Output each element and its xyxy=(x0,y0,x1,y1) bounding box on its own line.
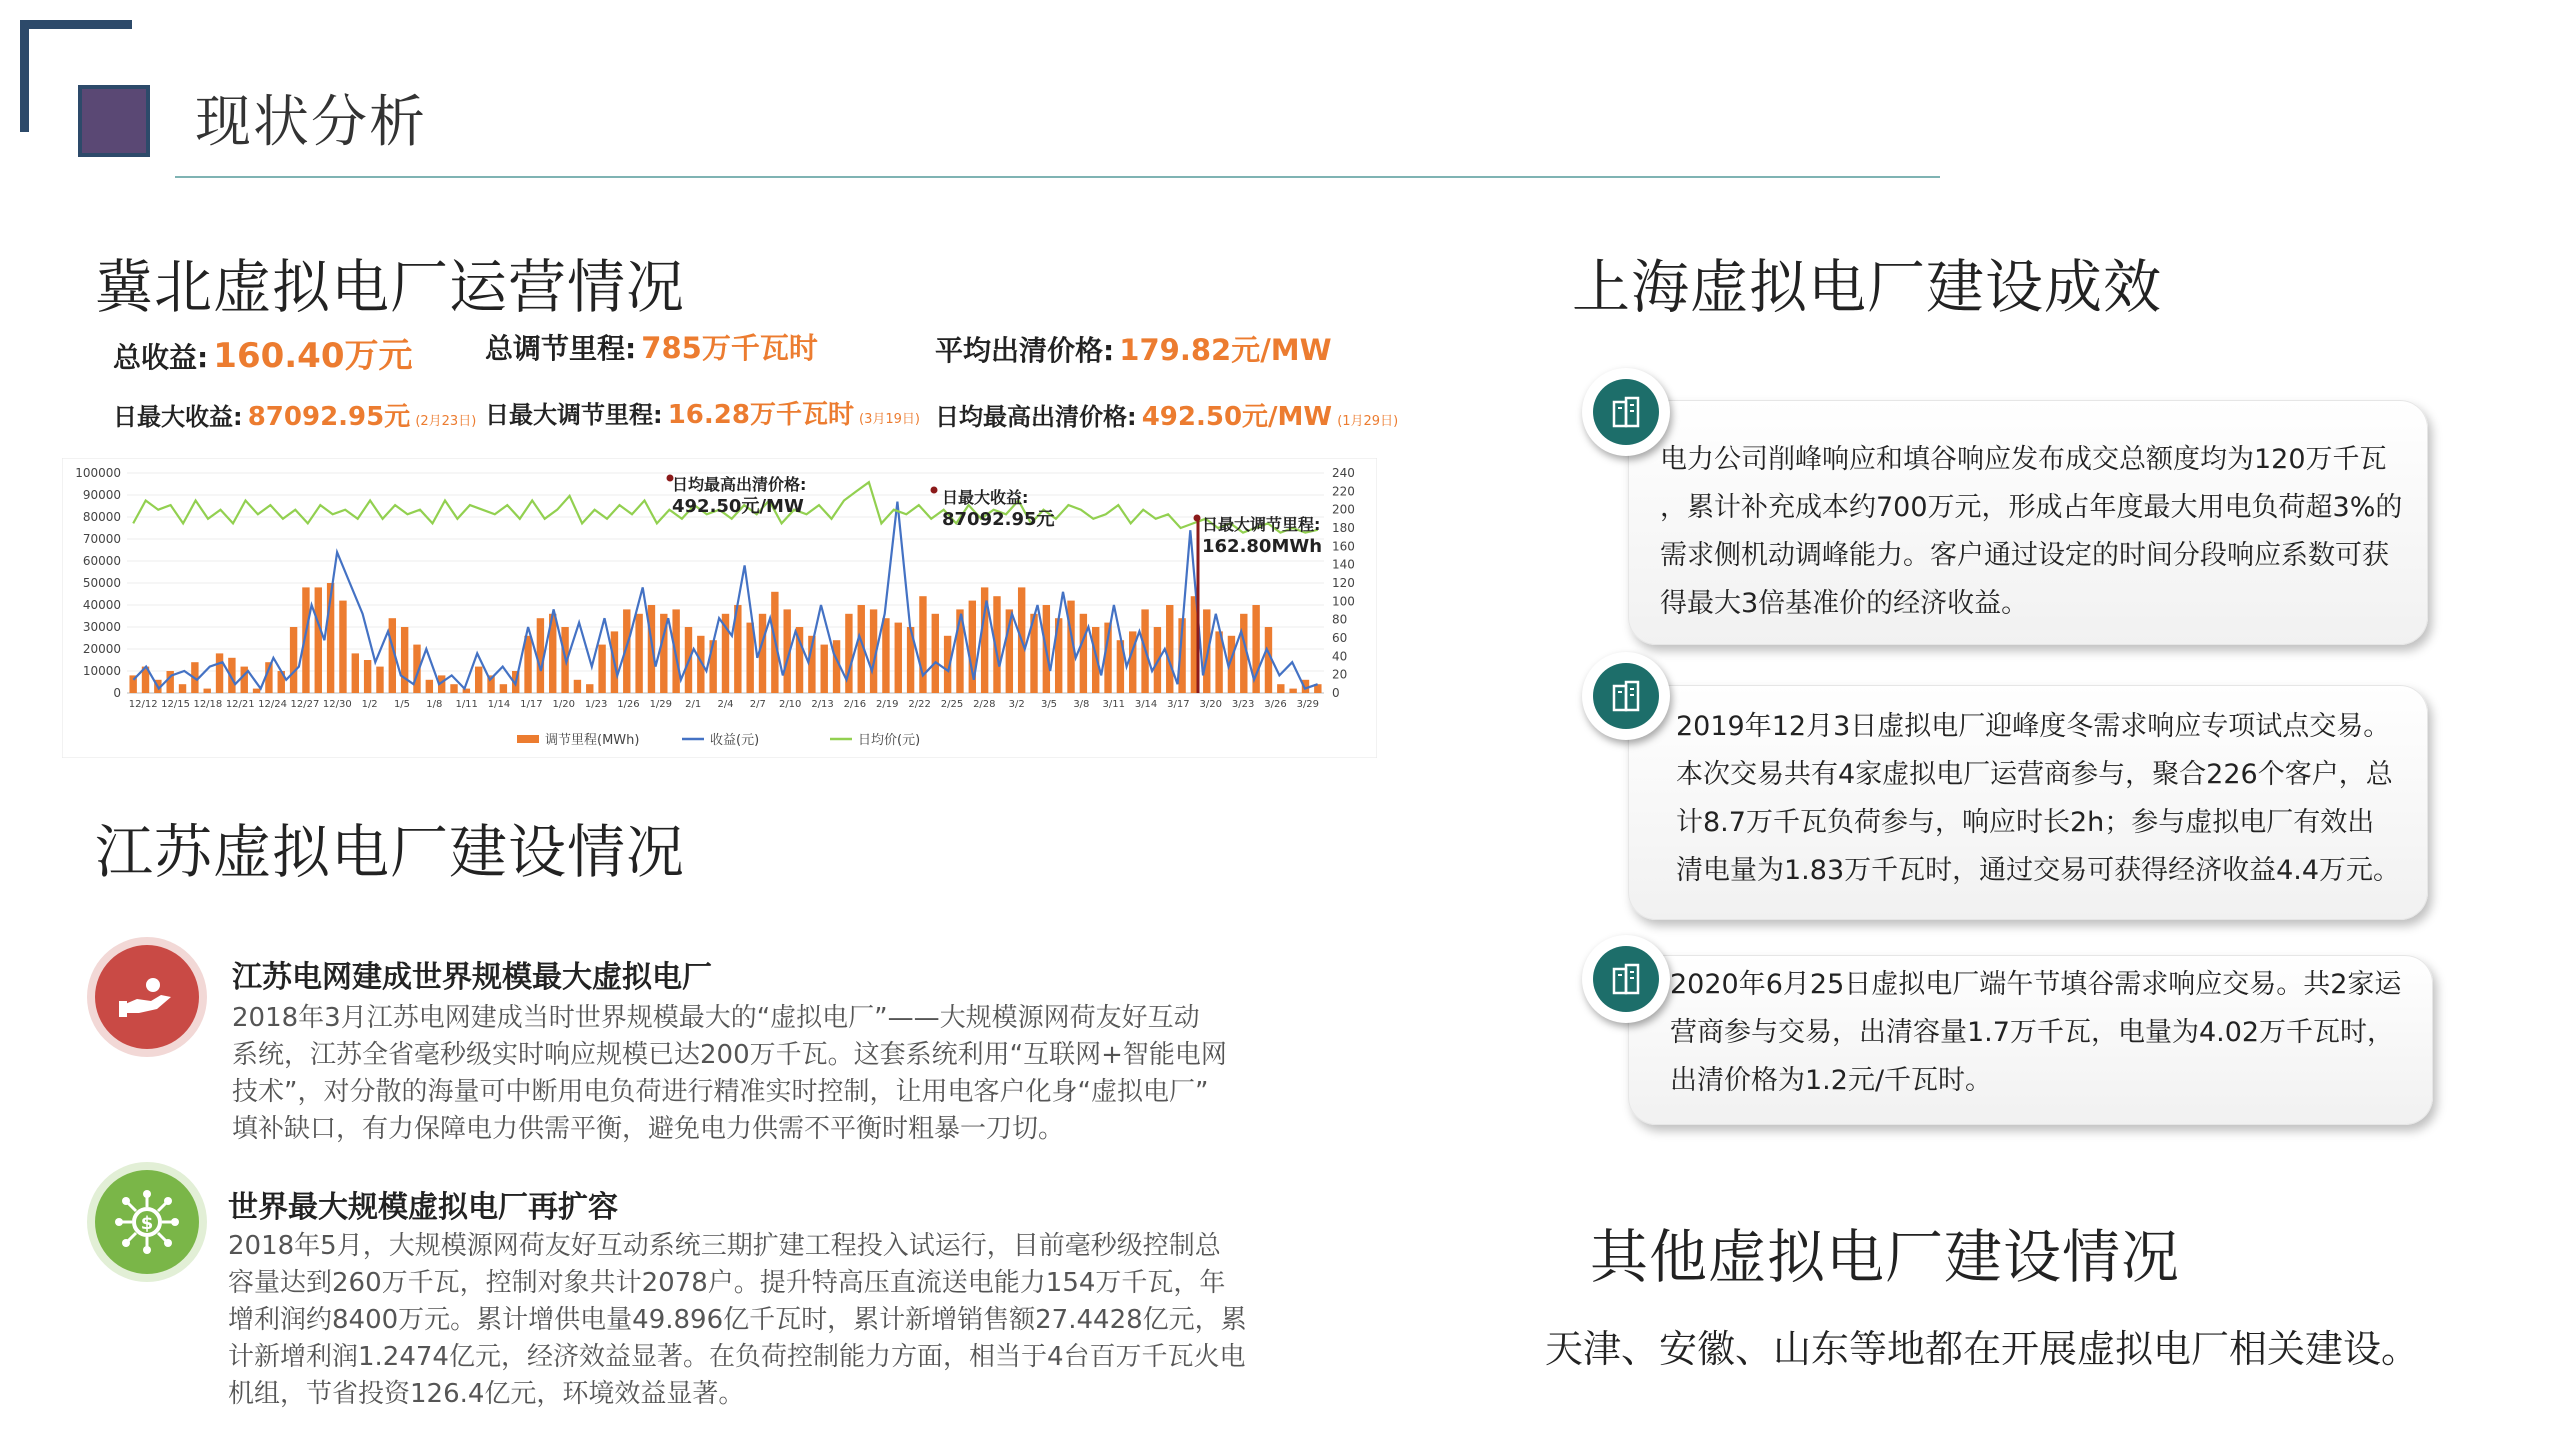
hand-icon xyxy=(95,945,199,1049)
card-line: 2019年12月3日虚拟电厂迎峰度冬需求响应专项试点交易。 xyxy=(1676,711,2391,742)
stat-label: 平均出清价格: xyxy=(935,334,1115,367)
stat-value: 785万千瓦时 xyxy=(641,331,818,365)
y-right-tick-label: 140 xyxy=(1332,557,1355,572)
x-tick-label: 3/17 xyxy=(1167,699,1190,710)
bar xyxy=(746,623,753,693)
bar xyxy=(450,684,457,693)
stat-date: (2月23日) xyxy=(415,414,477,429)
x-tick-label: 2/16 xyxy=(843,699,867,710)
x-tick-label: 2/19 xyxy=(876,699,899,710)
stat-value: 179.82元/MW xyxy=(1119,333,1332,367)
jibei-title: 冀北虚拟电厂运营情况 xyxy=(95,253,686,321)
bar xyxy=(1080,614,1087,693)
y-right-tick-label: 220 xyxy=(1332,484,1355,499)
y-left-tick-label: 60000 xyxy=(82,554,121,568)
bar xyxy=(672,609,679,693)
stat-date: (1月29日) xyxy=(1337,414,1399,429)
jibei-chart-svg xyxy=(62,458,1377,758)
stat-date: (3月19日) xyxy=(859,412,921,427)
bar xyxy=(1203,609,1210,693)
stat-value: 492.50元/MW xyxy=(1141,402,1333,432)
card-text xyxy=(1670,961,2401,1105)
x-tick-label: 12/27 xyxy=(290,699,320,710)
y-left-tick-label: 30000 xyxy=(82,620,121,634)
y-right-tick-label: 100 xyxy=(1332,594,1355,609)
bar xyxy=(919,596,926,693)
annotation-label: 日最大调节里程: xyxy=(1202,515,1321,534)
stat-value: 16.28万千瓦时 xyxy=(667,400,854,430)
paragraph-line: 增利润约8400万元。累计增供电量49.896亿千瓦时，累计新增销售额27.4428亿元，累 xyxy=(228,1305,1247,1335)
bar xyxy=(709,640,716,693)
bar xyxy=(598,645,605,693)
y-right-tick-label: 200 xyxy=(1332,502,1355,517)
bar xyxy=(648,605,655,693)
bar xyxy=(475,667,482,693)
x-tick-label: 3/29 xyxy=(1296,699,1320,710)
legend-label: 调节里程(MWh) xyxy=(545,733,640,748)
card-line: 需求侧机动调峰能力。客户通过设定的时间分段响应系数可获 xyxy=(1660,540,2389,571)
card-line: 计8.7万千瓦负荷参与，响应时长2h；参与虚拟电厂有效出 xyxy=(1676,807,2375,838)
bar xyxy=(253,689,260,693)
y-right-tick-label: 80 xyxy=(1332,612,1348,627)
x-tick-label: 1/17 xyxy=(520,699,543,710)
x-tick-label: 1/14 xyxy=(487,699,511,710)
x-tick-label: 12/24 xyxy=(258,699,287,710)
y-left-tick-label: 90000 xyxy=(82,488,121,502)
x-tick-label: 1/29 xyxy=(649,699,673,710)
x-tick-label: 2/28 xyxy=(973,699,996,710)
header-divider xyxy=(175,176,1940,178)
x-tick-label: 1/8 xyxy=(426,699,443,710)
x-tick-label: 1/23 xyxy=(584,699,608,710)
stat-max-daily-mileage xyxy=(485,394,920,431)
jiangsu-item-1-heading: 江苏电网建成世界规模最大虚拟电厂 xyxy=(232,960,712,995)
bar xyxy=(204,689,211,693)
y-right-tick-label: 240 xyxy=(1332,466,1355,480)
paragraph-line: 技术”，对分散的海量可中断用电负荷进行精准实时控制，让用电客户化身“虚拟电厂” xyxy=(232,1077,1209,1107)
y-right-tick-label: 180 xyxy=(1332,521,1355,535)
stat-max-avg-price xyxy=(935,396,1398,433)
x-tick-label: 3/8 xyxy=(1073,699,1090,710)
x-tick-label: 12/21 xyxy=(225,699,255,710)
paragraph-line: 计新增利润1.2474亿元，经济效益显著。在负荷控制能力方面，相当于4台百万千瓦火电 xyxy=(228,1342,1246,1372)
card-line: ，累计补充成本约700万元，形成占年度最大用电负荷超3%的 xyxy=(1660,492,2403,523)
card-line: 出清价格为1.2元/千瓦时。 xyxy=(1670,1065,1993,1096)
jiangsu-item-1-body xyxy=(232,1000,1382,1148)
bar xyxy=(401,627,408,693)
shanghai-card-1 xyxy=(1628,400,2428,645)
x-tick-label: 2/25 xyxy=(940,699,964,710)
legend-swatch xyxy=(517,735,539,743)
bar xyxy=(339,601,346,693)
annotation-value: 492.50元/MW xyxy=(672,496,804,517)
x-tick-label: 3/26 xyxy=(1264,699,1287,710)
annotation-marker xyxy=(931,487,938,494)
bar xyxy=(1166,605,1173,693)
building-icon xyxy=(1582,935,1670,1023)
y-left-tick-label: 40000 xyxy=(82,598,121,612)
paragraph-line: 2018年5月，大规模源网荷友好互动系统三期扩建工程投入试运行，目前毫秒级控制总 xyxy=(228,1231,1221,1261)
bar xyxy=(426,680,433,693)
y-right-tick-label: 20 xyxy=(1332,667,1348,682)
x-tick-label: 3/11 xyxy=(1102,699,1125,710)
x-tick-label: 2/10 xyxy=(778,699,802,710)
paragraph-line: 容量达到260万千瓦，控制对象共计2078户。提升特高压直流送电能力154万千瓦，年 xyxy=(228,1268,1226,1298)
logo-square-icon xyxy=(78,85,150,157)
paragraph-line: 系统，江苏全省毫秒级实时响应规模已达200万千瓦。这套系统利用“互联网+智能电网 xyxy=(232,1040,1227,1070)
y-right-tick-label: 160 xyxy=(1332,539,1355,554)
paragraph-line: 机组，节省投资126.4亿元，环境效益显著。 xyxy=(228,1379,745,1409)
paragraph-line: 2018年3月江苏电网建成当时世界规模最大的“虚拟电厂”——大规模源网荷友好互动 xyxy=(232,1003,1200,1033)
bar xyxy=(290,627,297,693)
bar xyxy=(759,614,766,693)
svg-text:$: $ xyxy=(140,1213,154,1234)
x-tick-label: 3/20 xyxy=(1199,699,1223,710)
x-tick-label: 2/22 xyxy=(908,699,931,710)
shanghai-card-2 xyxy=(1628,685,2428,920)
stat-label: 日均最高出清价格: xyxy=(935,403,1137,431)
stat-label: 日最大收益: xyxy=(113,403,243,431)
x-tick-label: 3/23 xyxy=(1231,699,1255,710)
building-icon xyxy=(1582,652,1670,740)
x-tick-label: 2/1 xyxy=(685,699,702,710)
other-text: 天津、安徽、山东等地都在开展虚拟电厂相关建设。 xyxy=(1545,1327,2420,1371)
bar xyxy=(241,667,248,693)
jiangsu-title: 江苏虚拟电厂建设情况 xyxy=(95,818,686,886)
y-right-tick-label: 120 xyxy=(1332,576,1355,590)
card-line: 本次交易共有4家虚拟电厂运营商参与，聚合226个客户，总 xyxy=(1676,759,2393,790)
stat-value: 160.40万元 xyxy=(213,336,413,376)
x-tick-label: 1/5 xyxy=(393,699,411,710)
legend-label: 收益(元) xyxy=(710,733,760,748)
x-tick-label: 12/12 xyxy=(128,699,158,710)
jiangsu-item-2-heading: 世界最大规模虚拟电厂再扩容 xyxy=(228,1190,618,1225)
stat-total-mileage xyxy=(485,326,818,367)
y-left-tick-label: 10000 xyxy=(82,664,121,678)
x-tick-label: 2/4 xyxy=(717,699,734,710)
building-icon xyxy=(1582,368,1670,456)
bar xyxy=(882,618,889,693)
paragraph-line: 填补缺口，有力保障电力供需平衡，避免电力供需不平衡时粗暴一刀切。 xyxy=(232,1114,1065,1144)
stat-max-daily-income xyxy=(113,396,476,433)
bar xyxy=(216,653,223,693)
stat-label: 日最大调节里程: xyxy=(485,401,663,429)
shanghai-card-3 xyxy=(1628,955,2433,1125)
jiangsu-item-2-body xyxy=(228,1228,1378,1413)
other-title: 其他虚拟电厂建设情况 xyxy=(1590,1223,2181,1291)
jibei-chart xyxy=(62,458,1377,758)
card-line: 清电量为1.83万千瓦时，通过交易可获得经济收益4.4万元。 xyxy=(1676,855,2401,886)
x-tick-label: 1/2 xyxy=(361,699,378,710)
card-line: 营商参与交易，出清容量1.7万千瓦，电量为4.02万千瓦时， xyxy=(1670,1017,2395,1048)
shanghai-title: 上海虚拟电厂建设成效 xyxy=(1572,253,2163,321)
bar xyxy=(895,623,902,693)
x-tick-label: 1/26 xyxy=(617,699,640,710)
y-left-tick-label: 50000 xyxy=(82,576,121,590)
bar xyxy=(932,614,939,693)
bar xyxy=(352,653,359,693)
bar xyxy=(821,645,828,693)
bar xyxy=(635,614,642,693)
card-line: 得最大3倍基准价的经济收益。 xyxy=(1660,588,2029,619)
bar xyxy=(376,667,383,693)
bar xyxy=(524,636,531,693)
x-tick-label: 2/7 xyxy=(749,699,766,710)
y-right-tick-label: 0 xyxy=(1332,686,1340,700)
x-tick-label: 12/15 xyxy=(161,699,190,710)
bar xyxy=(315,587,322,693)
card-text xyxy=(1660,436,2402,628)
card-text xyxy=(1676,703,2400,895)
card-line: 电力公司削峰响应和填谷响应发布成交总额度均为120万千瓦 xyxy=(1660,444,2387,475)
bar xyxy=(1092,627,1099,693)
x-tick-label: 12/30 xyxy=(322,699,352,710)
annotation-label: 日最大收益: xyxy=(942,488,1029,507)
stat-avg-price xyxy=(935,328,1332,369)
bar xyxy=(1277,684,1284,693)
y-left-tick-label: 80000 xyxy=(82,510,121,524)
x-tick-label: 3/14 xyxy=(1134,699,1158,710)
y-left-tick-label: 100000 xyxy=(75,466,121,480)
annotation-value: 87092.95元 xyxy=(942,509,1055,530)
stat-total-income xyxy=(113,328,413,377)
bar xyxy=(500,684,507,693)
bar xyxy=(1289,689,1296,693)
y-left-tick-label: 70000 xyxy=(82,532,121,546)
y-right-tick-label: 60 xyxy=(1332,631,1348,645)
legend-label: 日均价(元) xyxy=(858,733,921,748)
x-tick-label: 1/20 xyxy=(552,699,575,710)
annotation-label: 日均最高出清价格: xyxy=(672,475,807,494)
x-tick-label: 3/5 xyxy=(1040,699,1058,710)
stat-label: 总收益: xyxy=(113,341,209,374)
x-tick-label: 1/11 xyxy=(455,699,478,710)
x-tick-label: 2/13 xyxy=(811,699,834,710)
bar xyxy=(586,684,593,693)
y-left-tick-label: 0 xyxy=(113,686,121,700)
x-tick-label: 3/2 xyxy=(1008,699,1025,710)
bar xyxy=(364,660,371,693)
y-right-tick-label: 40 xyxy=(1332,649,1348,664)
stat-value: 87092.95元 xyxy=(247,402,411,432)
page-title: 现状分析 xyxy=(195,90,427,155)
bar xyxy=(574,680,581,693)
y-left-tick-label: 20000 xyxy=(82,642,121,656)
money-network-icon xyxy=(95,1170,199,1274)
bar xyxy=(179,684,186,693)
stat-label: 总调节里程: xyxy=(485,332,637,365)
card-line: 2020年6月25日虚拟电厂端午节填谷需求响应交易。共2家运 xyxy=(1670,969,2402,1000)
x-tick-label: 12/18 xyxy=(193,699,223,710)
annotation-value: 162.80MWh xyxy=(1202,536,1323,557)
